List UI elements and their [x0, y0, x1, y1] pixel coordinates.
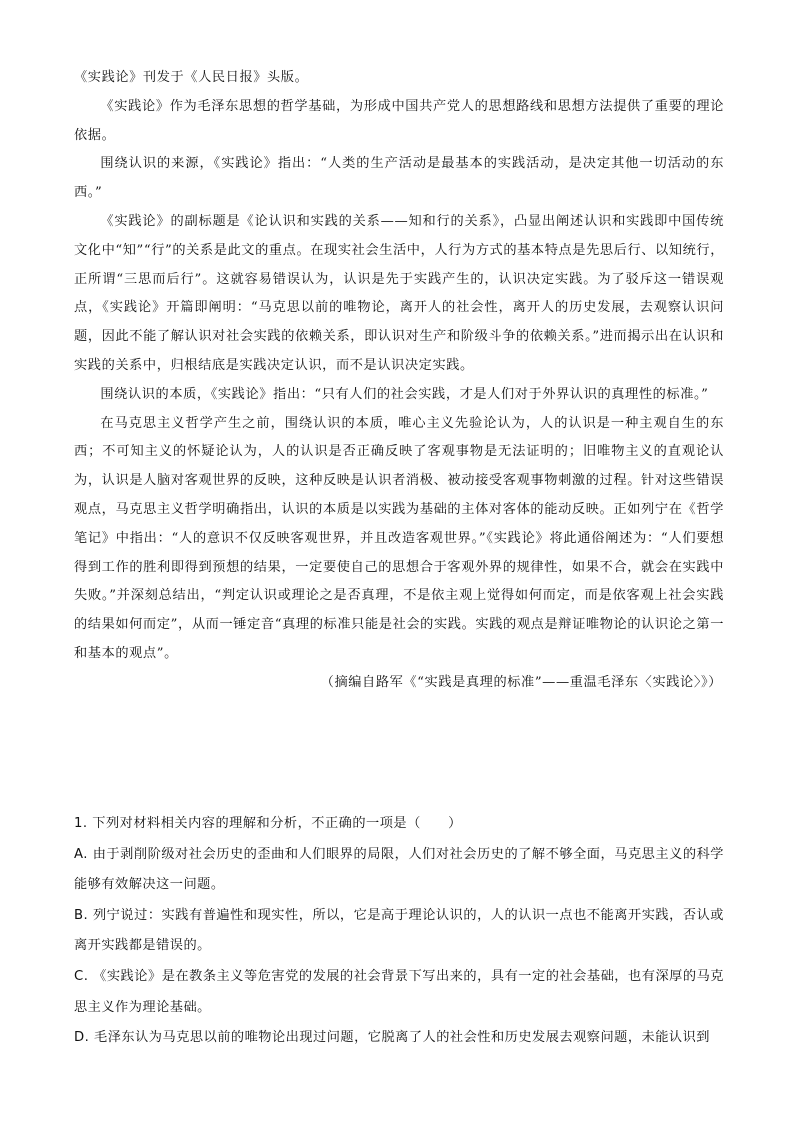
option-c: C. 《实践论》是在教条主义等危害党的发展的社会背景下写出来的，具有一定的社会基础，也有深厚的马克思主义作为理论基础。 — [74, 968, 724, 1015]
passage-source: （摘编自路军《“实践是真理的标准”——重温毛泽东〈实践论〉》） — [320, 674, 722, 690]
option-b: B. 列宁说过：实践有普遍性和现实性，所以，它是高于理论认识的，人的认识一点也不能离开实践，否认或离开实践都是错误的。 — [74, 907, 724, 954]
passage-paragraph: 围绕认识的来源，《实践论》指出：“人类的生产活动是最基本的实践活动，是决定其他一切活动的东西。” — [74, 156, 724, 201]
passage-paragraph: 《实践论》的副标题是《论认识和实践的关系——知和行的关系》，凸显出阐述认识和实践即中国传统文化中“知”“行”的关系是此文的重点。在现实社会生活中，人行为方式的基本特点是先思后行、以知统行，正所谓“三思而后行”。这就容易错误认为，认识是先于实践产生的，认识决定实践。为了驳斥这一错误观点，《实践论》开篇即阐明：“马克思以前的唯物论，离开人的社会性，离开人的历史发展，去观察认识问题，因此不能了解认识对社会实践的依赖关系，即认识对生产和阶级斗争的依赖关系。”进而揭示出在认识和实践的关系中，归根结底是实践决定认识，而不是认识决定实践。 — [74, 213, 724, 373]
option-d: D. 毛泽东认为马克思以前的唯物论出现过问题，它脱离了人的社会性和历史发展去观察问题，未能认识到 — [74, 1030, 710, 1046]
passage-paragraph: 在马克思主义哲学产生之前，围绕认识的本质，唯心主义先验论认为，人的认识是一种主观自生的东西；不可知主义的怀疑论认为，人的认识是否正确反映了客观事物是无法证明的；旧唯物主义的直观论认为，认识是人脑对客观世界的反映，这种反映是认识者消极、被动接受客观事物刺激的过程。针对这些错误观点，马克思主义哲学明确指出，认识的本质是以实践为基础的主体对客体的能动反映。正如列宁在《哲学笔记》中指出：“人的意识不仅反映客观世界，并且改造客观世界。”《实践论》将此通俗阐述为：“人们要想得到工作的胜利即得到预想的结果，一定要使自己的思想合于客观外界的规律性，如果不合，就会在实践中失败。”并深刻总结出，“判定认识或理论之是否真理，不是依主观上觉得如何而定，而是依客观上社会实践的结果如何而定”，从而一锤定音“真理的标准只能是社会的实践。实践的观点是辩证唯物论的认识论之第一和基本的观点”。 — [74, 415, 724, 661]
question-1 — [74, 809, 724, 1054]
passage-paragraph: 围绕认识的本质，《实践论》指出：“只有人们的社会实践，才是人们对于外界认识的真理性的标准。” — [100, 386, 709, 402]
reading-passage — [74, 64, 724, 698]
passage-paragraph: 《实践论》刊发于《人民日报》头版。 — [74, 70, 309, 85]
passage-paragraph: 《实践论》作为毛泽东思想的哲学基础，为形成中国共产党人的思想路线和思想方法提供了重要的理论依据。 — [74, 98, 724, 143]
option-a: A. 由于剥削阶级对社会历史的歪曲和人们眼界的局限，人们对社会历史的了解不够全面，马克思主义的科学能够有效解决这一问题。 — [74, 846, 724, 893]
question-stem: 1. 下列对材料相关内容的理解和分析，不正确的一项是（ ） — [74, 816, 462, 831]
